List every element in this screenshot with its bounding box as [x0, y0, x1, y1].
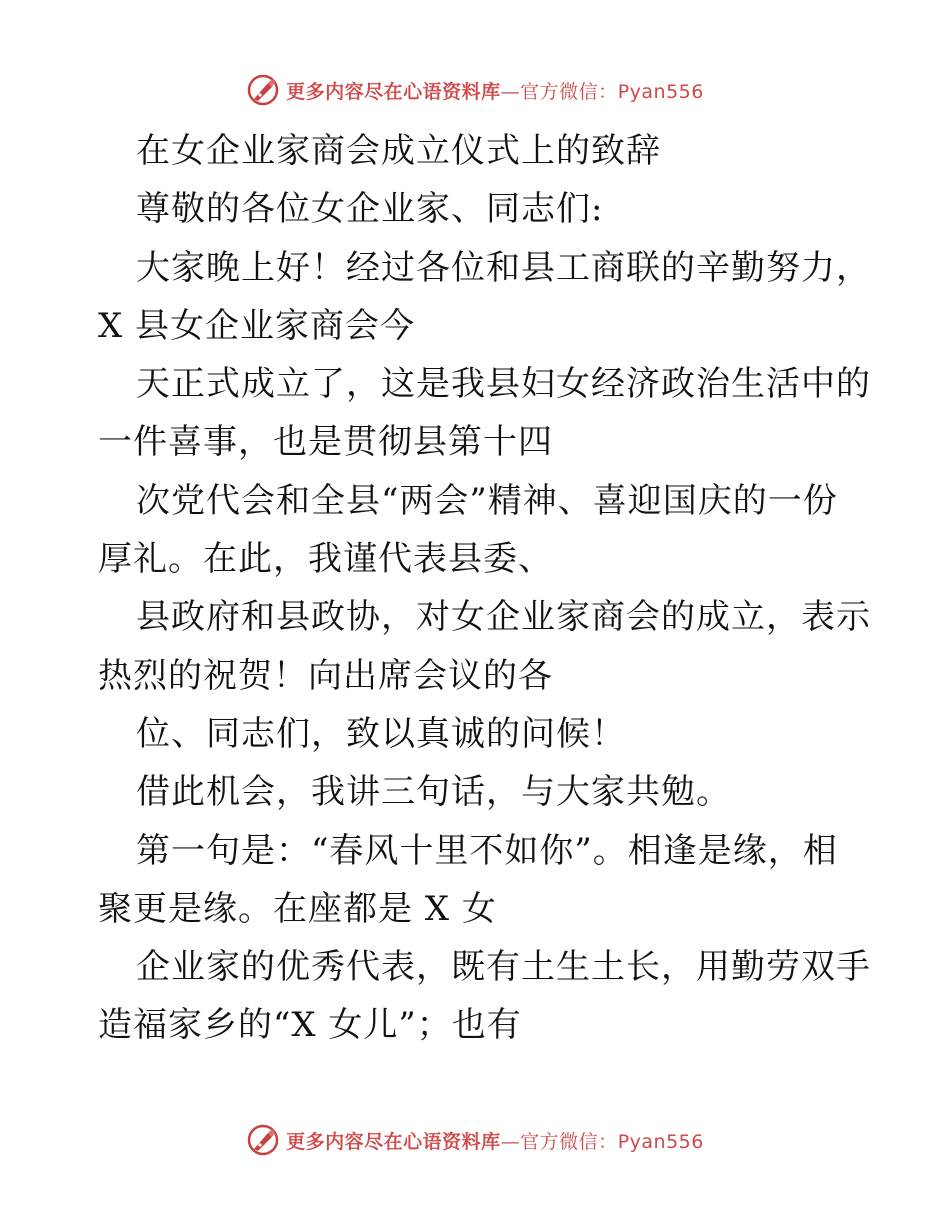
text-line: 天正式成立了，这是我县妇女经济政治生活中的	[136, 364, 871, 405]
text-line: 一件喜事，也是贯彻县第十四	[98, 422, 553, 463]
text-line: 企业家的优秀代表，既有土生土长，用勤劳双手	[136, 947, 871, 988]
watermark-brand: 更多内容尽在心语资料库	[286, 80, 501, 103]
text-line: 热烈的祝贺！向出席会议的各	[98, 655, 553, 696]
watermark-separator: —	[500, 80, 521, 103]
watermark-wechat-id: Pyan556	[617, 80, 704, 103]
watermark-wechat-label: 官方微信：	[520, 80, 618, 103]
text-line: 第一句是：“春风十里不如你”。相逢是缘，相	[136, 830, 838, 871]
footer-watermark	[0, 1120, 950, 1160]
fountain-pen-seal-icon	[246, 73, 280, 107]
text-line: 借此机会，我讲三句话，与大家共勉。	[136, 772, 731, 813]
text-line: 次党代会和全县“两会”精神、喜迎国庆的一份	[136, 480, 838, 521]
text-line: 造福家乡的“X 女儿”；也有	[98, 1005, 522, 1046]
salutation: 尊敬的各位女企业家、同志们:	[136, 189, 604, 230]
header-watermark	[0, 70, 950, 110]
fountain-pen-seal-icon	[246, 1123, 280, 1157]
text-line: 聚更是缘。在座都是 X 女	[98, 888, 497, 929]
watermark-banner	[246, 73, 704, 107]
watermark-banner	[246, 1123, 704, 1157]
watermark-separator: —	[500, 1130, 521, 1153]
watermark-wechat-label: 官方微信：	[520, 1130, 618, 1153]
text-line: 位、同志们，致以真诚的问候！	[136, 713, 626, 754]
watermark-brand: 更多内容尽在心语资料库	[286, 1130, 501, 1153]
document-title: 在女企业家商会成立仪式上的致辞	[136, 131, 661, 171]
text-line: 县政府和县政协，对女企业家商会的成立，表示	[136, 597, 871, 638]
watermark-wechat-id: Pyan556	[617, 1130, 704, 1153]
text-line: 厚礼。在此，我谨代表县委、	[98, 539, 553, 580]
document-body	[98, 122, 871, 1055]
text-line: 大家晚上好！经过各位和县工商联的辛勤努力，	[136, 247, 871, 288]
text-line: X 县女企业家商会今	[98, 305, 416, 346]
